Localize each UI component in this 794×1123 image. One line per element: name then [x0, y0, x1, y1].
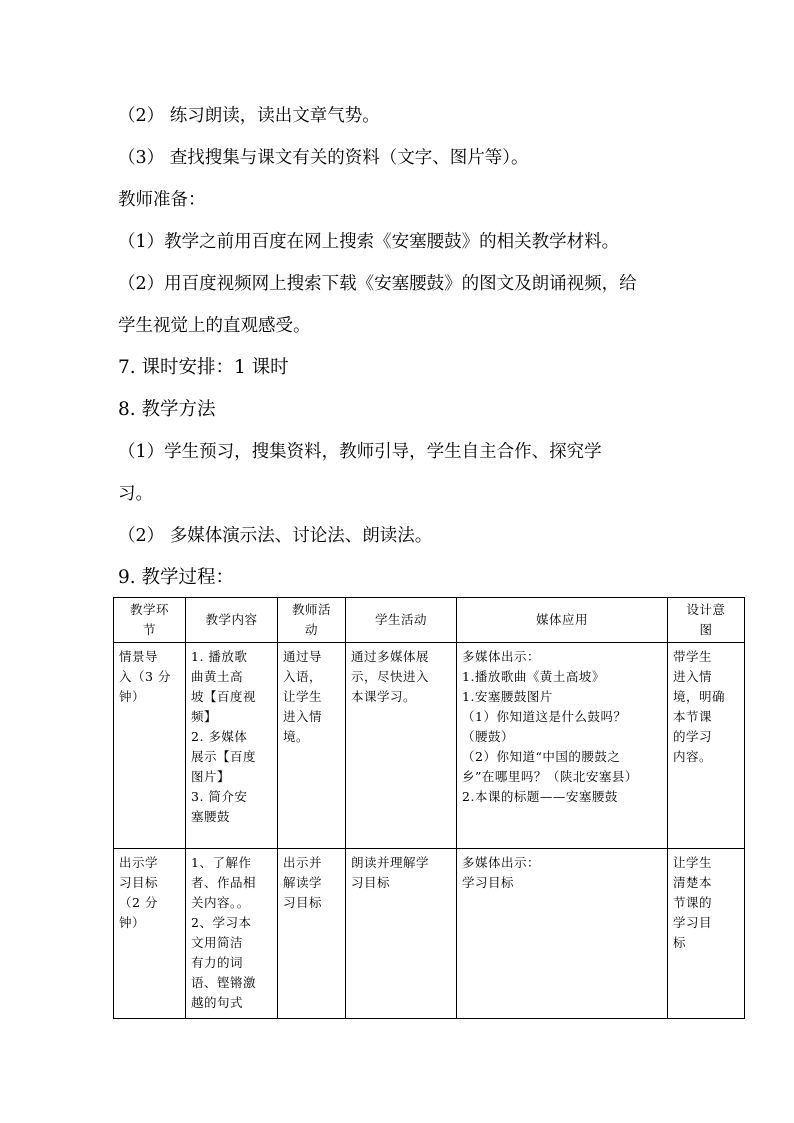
- paragraph: （2） 多媒体演示法、讨论法、朗读法。: [118, 526, 433, 546]
- table-cell: 情景导 入（3 分 钟）: [114, 643, 186, 849]
- header-cell: 设计意 图: [668, 598, 745, 643]
- header-cell: 教学内容: [186, 598, 278, 643]
- header-cell: 教师活 动: [278, 598, 346, 643]
- header-cell: 学生活动: [346, 598, 457, 643]
- paragraph: （2）用百度视频网上搜索下载《安塞腰鼓》的图文及朗诵视频，给: [118, 274, 637, 294]
- table-cell: 通过导 入语， 让学生 进入情 境。: [278, 643, 346, 849]
- paragraph: 教师准备：: [118, 190, 206, 210]
- table-cell: 多媒体出示： 1.播放歌曲《黄土高坡》 1.安塞腰鼓图片 （1）你知道这是什么鼓吗？ （腰鼓） （2）你知道“中国的腰鼓之 乡”在哪里吗？（陕北安塞县） 2.本课的标题——安塞腰鼓: [457, 643, 668, 849]
- table-row: [114, 849, 745, 1019]
- paragraph: 学生视觉上的直观感受。: [118, 316, 311, 336]
- paragraph: （1）学生预习，搜集资料，教师引导，学生自主合作、探究学: [118, 442, 602, 462]
- table-cell: 让学生 清楚本 节课的 学习目 标: [668, 849, 745, 1019]
- table-cell: 朗读并理解学 习目标: [346, 849, 457, 1019]
- table-cell: 1. 播放歌 曲黄土高 坡【百度视 频】 2. 多媒体 展示【百度 图片】 3. 简介安 塞腰鼓: [186, 643, 278, 849]
- header-cell: 媒体应用: [457, 598, 668, 643]
- table-row: [114, 643, 745, 849]
- paragraph: （1）教学之前用百度在网上搜索《安塞腰鼓》的相关教学材料。: [118, 232, 620, 252]
- table-cell: 带学生 进入情 境，明确 本节课 的学习 内容。: [668, 643, 745, 849]
- section-heading: 8. 教学方法: [118, 399, 216, 420]
- lesson-process-table: [113, 597, 745, 1019]
- header-cell: 教学环 节: [114, 598, 186, 643]
- paragraph: 习。: [118, 484, 153, 504]
- paragraph: （3） 查找搜集与课文有关的资料（文字、图片等）。: [118, 148, 529, 168]
- table-cell: 1、了解作 者、作品相 关内容。。 2、学习本 文用简洁 有力的词 语、铿锵激 越的句式: [186, 849, 278, 1019]
- table-header-row: [114, 598, 745, 643]
- table-cell: 通过多媒体展 示，尽快进入 本课学习。: [346, 643, 457, 849]
- paragraph: （2） 练习朗读，读出文章气势。: [118, 106, 380, 126]
- section-heading: 9. 教学过程：: [118, 567, 235, 588]
- table-cell: 出示并 解读学 习目标: [278, 849, 346, 1019]
- section-heading: 7. 课时安排：1 课时: [118, 357, 289, 378]
- table-cell: 出示学 习目标 （2 分 钟）: [114, 849, 186, 1019]
- table-cell: 多媒体出示： 学习目标: [457, 849, 668, 1019]
